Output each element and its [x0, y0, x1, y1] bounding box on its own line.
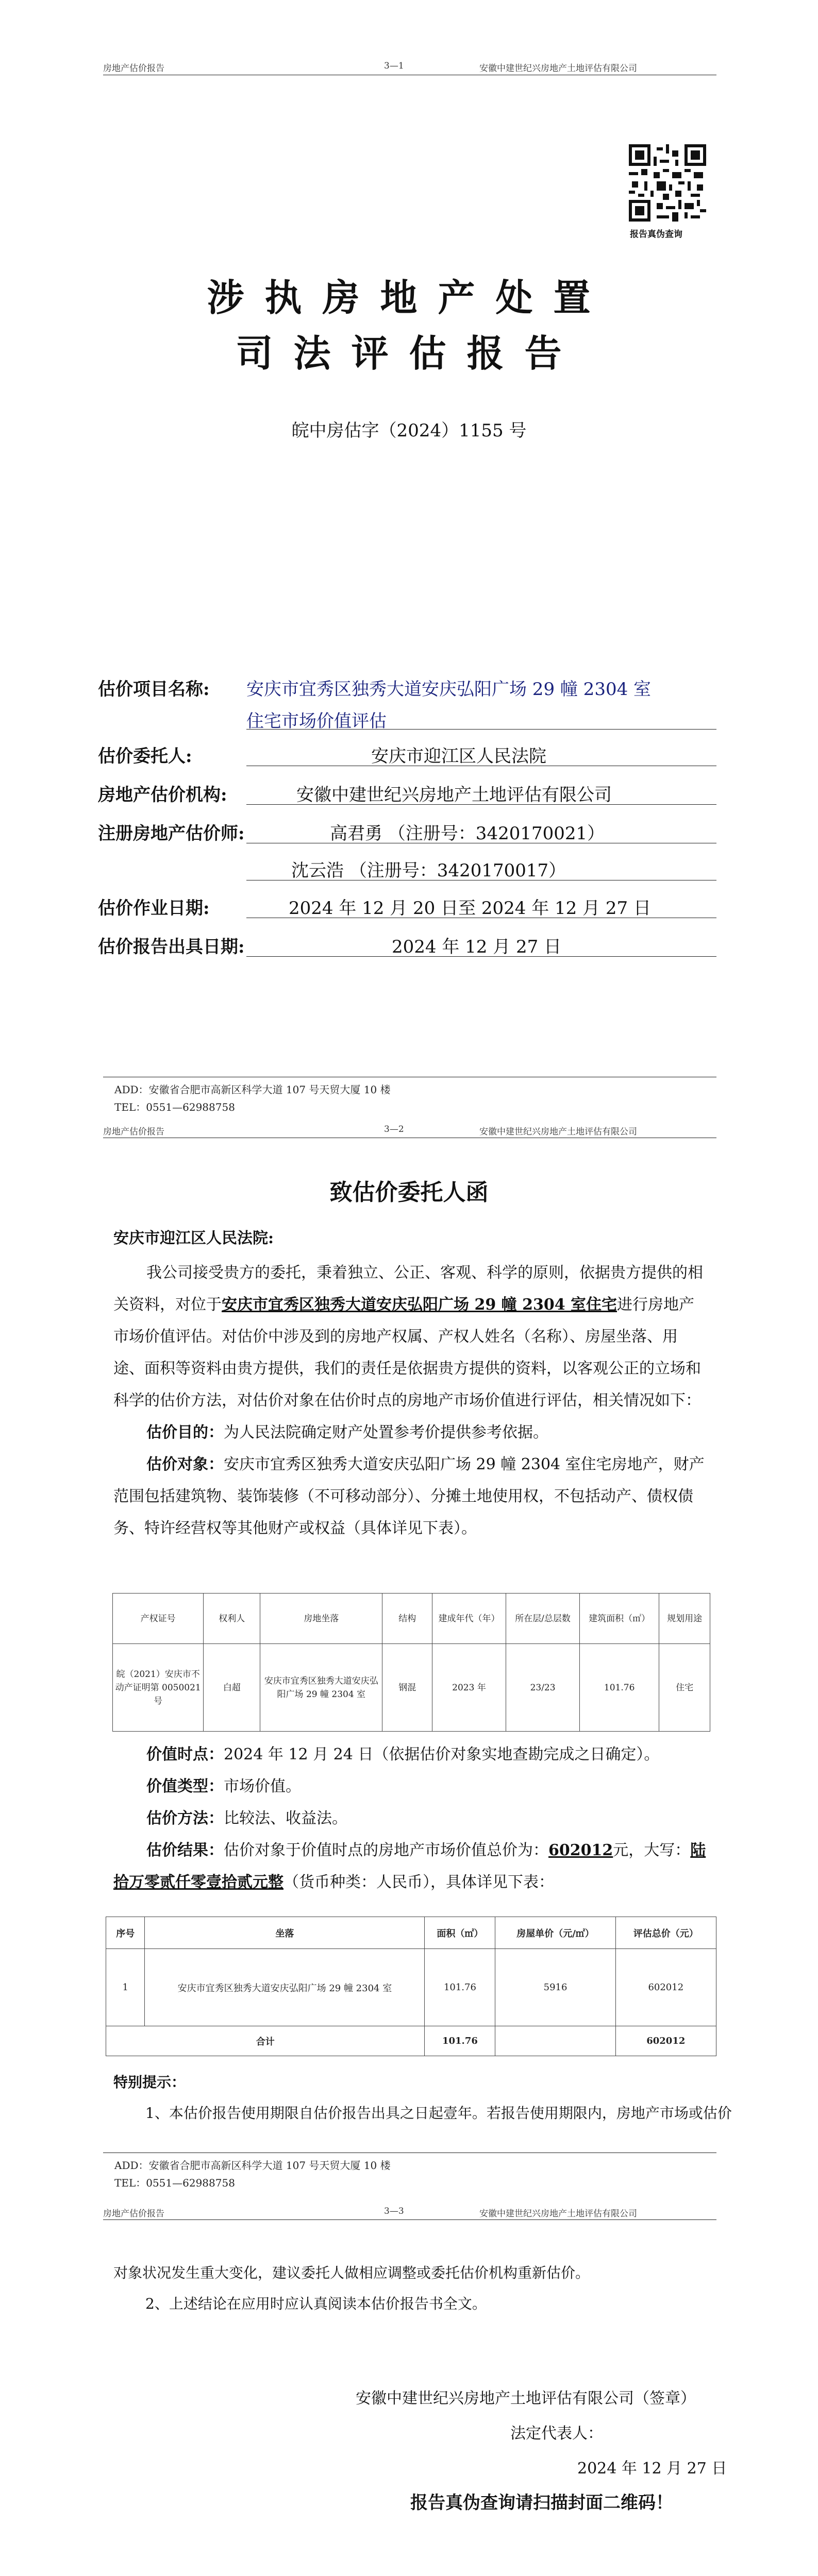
- underline: [246, 729, 716, 730]
- property-table: [112, 1593, 710, 1732]
- header-right: 安徽中建世纪兴房地产土地评估有限公司: [479, 63, 637, 74]
- intro-paragraph: 我公司接受贵方的委托，秉着独立、公正、客观、科学的原则，依据贵方提供的相关资料，对位于安庆市宜秀区独秀大道安庆弘阳广场 29 幢 2304 室住宅进行房地产市场价值评估。对估价中涉及到的房地产权属、产权人姓名（名称）、房屋坐落、用途、面积等资料由贵方提供，我们的责任是依据贵方提供的资料，以客观公正的立场和科学的估价方法，对估价对象在估价时点的房地产市场价值进行评估，相关情况如下：: [113, 1264, 703, 1410]
- table-row: [106, 1949, 716, 2026]
- object-paragraph: 估价对象：安庆市宜秀区独秀大道安庆弘阳广场 29 幢 2304 室住宅房地产，财产范围包括建筑物、装饰装修（不可移动部分）、分摊土地使用权，不包括动产、债权债务、特许经营权等其他财产或权益（具体详见下表）。: [113, 1455, 705, 1537]
- table-row: [113, 1644, 710, 1732]
- tip-2: 2、上述结论在应用时应认真阅读本估价报告书全文。: [145, 2295, 487, 2312]
- qr-caption: 报告真伪查询: [630, 229, 682, 240]
- report-number: 皖中房估字（2024）1155 号: [291, 420, 527, 441]
- appraiser-value-2: 沈云浩 （注册号：3420170017）: [291, 860, 566, 881]
- empty-cell: [495, 2026, 615, 2056]
- col-header: 产权证号: [113, 1594, 204, 1644]
- footer-tel: TEL：0551—62988758: [114, 1101, 235, 1113]
- project-name-label: 估价项目名称:: [98, 679, 210, 700]
- cell-cert-no: 皖（2021）安庆市不动产证明第 0050021 号: [113, 1644, 204, 1732]
- header-right: 安徽中建世纪兴房地产土地评估有限公司: [479, 2209, 637, 2219]
- header-right: 安徽中建世纪兴房地产土地评估有限公司: [479, 1127, 637, 1137]
- col-header: 权利人: [204, 1594, 260, 1644]
- cell-floor: 23/23: [506, 1644, 580, 1732]
- cell-area: 101.76: [425, 1949, 495, 2026]
- col-header: 序号: [106, 1917, 145, 1949]
- issue-date-label: 估价报告出具日期:: [98, 937, 245, 957]
- work-date-value: 2024 年 12 月 20 日至 2024 年 12 月 27 日: [289, 898, 651, 919]
- col-header: 房地坐落: [260, 1594, 382, 1644]
- work-date-label: 估价作业日期:: [98, 898, 210, 919]
- underline: [246, 956, 716, 957]
- total-label: 合计: [106, 2026, 425, 2056]
- agency-value: 安徽中建世纪兴房地产土地评估有限公司: [296, 785, 612, 805]
- cell-unit-price: 5916: [495, 1949, 615, 2026]
- letter-body-2: [113, 1739, 706, 1899]
- signature-date: 2024 年 12 月 27 日: [577, 2460, 727, 2478]
- footer-address: ADD：安徽省合肥市高新区科学大道 107 号天贸大厦 10 楼: [114, 1083, 391, 1096]
- table-total-row: [106, 2026, 716, 2056]
- method-paragraph: 估价方法：比较法、收益法。: [146, 1809, 347, 1827]
- tip-1: 1、本估价报告使用期限自估价报告出具之日起壹年。若报告使用期限内，房地产市场或估价: [145, 2105, 732, 2122]
- total-value-uppercase: 陆拾万零贰仟零壹拾贰元整: [113, 1841, 706, 1891]
- footer-address: ADD：安徽省合肥市高新区科学大道 107 号天贸大厦 10 楼: [114, 2159, 391, 2172]
- col-header: 坐落: [145, 1917, 425, 1949]
- cell-build-year: 2023 年: [432, 1644, 506, 1732]
- cell-location: 安庆市宜秀区独秀大道安庆弘阳广场 29 幢 2304 室: [145, 1949, 425, 2026]
- purpose-paragraph: 估价目的：为人民法院确定财产处置参考价提供参考依据。: [146, 1423, 548, 1442]
- project-name-value-2: 住宅市场价值评估: [246, 711, 387, 732]
- col-header: 规划用途: [659, 1594, 710, 1644]
- client-label: 估价委托人:: [98, 746, 192, 767]
- letter-title: 致估价委托人函: [329, 1179, 489, 1206]
- header-left: 房地产估价报告: [103, 63, 164, 74]
- valuation-table: [106, 1917, 716, 2056]
- cell-area: 101.76: [580, 1644, 659, 1732]
- col-header: 结构: [382, 1594, 432, 1644]
- total-area: 101.76: [425, 2026, 495, 2056]
- footer-tel: TEL：0551—62988758: [114, 2177, 235, 2189]
- qr-code-icon[interactable]: [629, 144, 706, 222]
- col-header: 面积（㎡）: [425, 1917, 495, 1949]
- agency-label: 房地产估价机构:: [98, 785, 227, 805]
- result-paragraph: 估价结果：估价对象于价值时点的房地产市场价值总价为：602012元，大写：陆拾万零贰仟零壹拾贰元整（货币种类：人民币），具体详见下表：: [113, 1841, 706, 1891]
- header-page-number: 3—2: [384, 1124, 404, 1134]
- cell-index: 1: [106, 1949, 145, 2026]
- col-header: 所在层/总层数: [506, 1594, 580, 1644]
- header-rule: [103, 2219, 716, 2220]
- verify-note: 报告真伪查询请扫描封面二维码！: [410, 2493, 673, 2513]
- company-signature: 安徽中建世纪兴房地产土地评估有限公司（签章）: [356, 2389, 696, 2408]
- issue-date-value: 2024 年 12 月 27 日: [392, 937, 562, 957]
- cell-location: 安庆市宜秀区独秀大道安庆弘阳广场 29 幢 2304 室: [260, 1644, 382, 1732]
- letter-body: [113, 1257, 706, 1545]
- cell-total: 602012: [615, 1949, 716, 2026]
- total-value-number: 602012: [548, 1841, 613, 1859]
- property-address-emphasis: 安庆市宜秀区独秀大道安庆弘阳广场 29 幢 2304 室住宅: [222, 1296, 617, 1314]
- col-header: 房屋单价（元/㎡）: [495, 1917, 615, 1949]
- total-value: 602012: [615, 2026, 716, 2056]
- tips-label: 特别提示：: [113, 2074, 186, 2091]
- value-date-paragraph: 价值时点：2024 年 12 月 24 日（依据估价对象实地查勘完成之日确定）。: [146, 1745, 660, 1764]
- col-header: 评估总价（元）: [615, 1917, 716, 1949]
- cell-structure: 钢混: [382, 1644, 432, 1732]
- tip-1-continued: 对象状况发生重大变化，建议委托人做相应调整或委托估价机构重新估价。: [113, 2264, 590, 2281]
- appraiser-label: 注册房地产估价师:: [98, 823, 245, 844]
- col-header: 建成年代（年）: [432, 1594, 506, 1644]
- value-type-paragraph: 价值类型：市场价值。: [146, 1777, 301, 1795]
- cell-use: 住宅: [659, 1644, 710, 1732]
- appraiser-value-1: 高君勇 （注册号：3420170021）: [330, 823, 605, 844]
- col-header: 建筑面积（㎡）: [580, 1594, 659, 1644]
- legal-representative: 法定代表人：: [510, 2425, 603, 2443]
- header-left: 房地产估价报告: [103, 1127, 164, 1137]
- header-page-number: 3—3: [384, 2206, 404, 2216]
- underline: [246, 804, 716, 805]
- letter-salutation: 安庆市迎江区人民法院:: [113, 1229, 274, 1247]
- report-title-line-1: 涉执房地产处置: [207, 276, 611, 319]
- header-left: 房地产估价报告: [103, 2209, 164, 2219]
- report-title-line-2: 司法评估报告: [236, 331, 582, 375]
- cell-owner: 白超: [204, 1644, 260, 1732]
- header-page-number: 3—1: [384, 61, 404, 71]
- client-value: 安庆市迎江区人民法院: [371, 746, 546, 767]
- project-name-value: 安庆市宜秀区独秀大道安庆弘阳广场 29 幢 2304 室: [246, 679, 652, 700]
